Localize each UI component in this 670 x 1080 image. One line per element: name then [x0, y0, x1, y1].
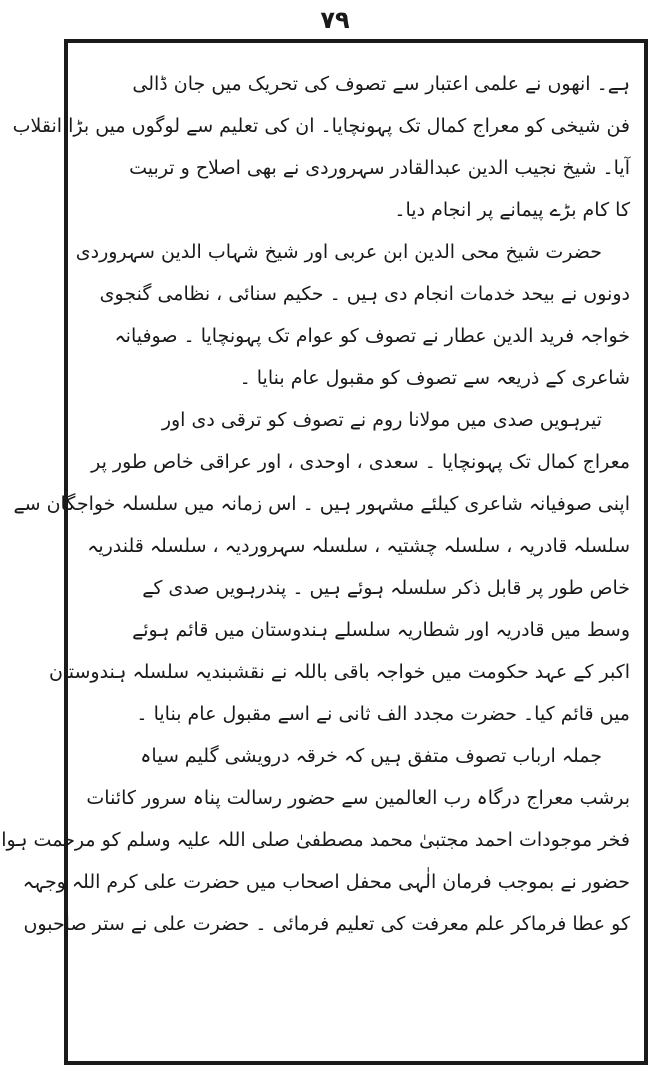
text-line: اکبر کے عہد حکومت میں خواجہ باقی باللہ نے نقشبندیہ سلسلہ ہندوستان	[49, 661, 630, 683]
text-line: دونوں نے بیحد خدمات انجام دی ہیں ۔ حکیم سنائی ، نظامی گنجوی	[99, 283, 630, 305]
text-line: اپنی صوفیانہ شاعری کیلئے مشہور ہیں ۔ اس زمانہ میں سلسلہ خواجگان سے	[13, 493, 630, 515]
body-text	[1, 63, 630, 945]
text-line: میں قائم کیا۔ حضرت مجدد الف ثانی نے اسے مقبول عام بنایا ۔	[136, 703, 630, 725]
text-line: شاعری کے ذریعہ سے تصوف کو مقبول عام بنایا ۔	[239, 367, 630, 389]
text-line: حضور نے بموجب فرمان الٰہی محفل اصحاب میں حضرت علی کرم اللہ وجہہ	[22, 871, 630, 893]
text-line: کو عطا فرماکر علم معرفت کی تعلیم فرمائی ۔ حضرت علی نے ستر صاحبوں	[23, 913, 630, 935]
text-line: فخر موجودات احمد مجتبیٰ محمد مصطفیٰ صلی اللہ علیہ وسلم کو مرحمت ہوا	[1, 829, 630, 851]
text-line: کا کام بڑے پیمانے پر انجام دیا۔	[394, 199, 630, 221]
text-line: خاص طور پر قابل ذکر سلسلہ ہوئے ہیں ۔ پندرہویں صدی کے	[142, 577, 630, 599]
text-line: فن شیخی کو معراج کمال تک پہونچایا۔ ان کی تعلیم سے لوگوں میں بڑا انقلاب	[12, 115, 630, 137]
text-frame	[1, 39, 648, 1065]
text-line: جملہ ارباب تصوف متفق ہیں کہ خرقہ درویشی گلیم سیاہ	[140, 745, 602, 767]
text-line: معراج کمال تک پہونچایا ۔ سعدی ، اوحدی ، اور عراقی خاص طور پر	[91, 451, 630, 473]
text-line: خواجہ فرید الدین عطار نے تصوف کو عوام تک پہونچایا ۔ صوفیانہ	[114, 325, 630, 347]
text-line: برشب معراج درگاہ رب العالمین سے حضور رسالت پناہ سرور کائنات	[86, 787, 630, 809]
text-line: حضرت شیخ محی الدین ابن عربی اور شیخ شہاب الدین سہروردی	[75, 241, 602, 263]
text-line: سلسلہ قادریہ ، سلسلہ چشتیہ ، سلسلہ سہروردیہ ، سلسلہ قلندریہ	[87, 535, 630, 557]
page-number: ٧٩	[320, 6, 350, 34]
text-line: تیرہویں صدی میں مولانا روم نے تصوف کو ترقی دی اور	[161, 409, 602, 431]
text-line: وسط میں قادریہ اور شطاریہ سلسلے ہندوستان میں قائم ہوئے	[132, 619, 630, 641]
text-line: ہے۔ انھوں نے علمی اعتبار سے تصوف کی تحریک میں جان ڈالی	[132, 73, 630, 95]
text-line: آیا۔ شیخ نجیب الدین عبدالقادر سہروردی نے بھی اصلاح و تربیت	[129, 157, 630, 179]
